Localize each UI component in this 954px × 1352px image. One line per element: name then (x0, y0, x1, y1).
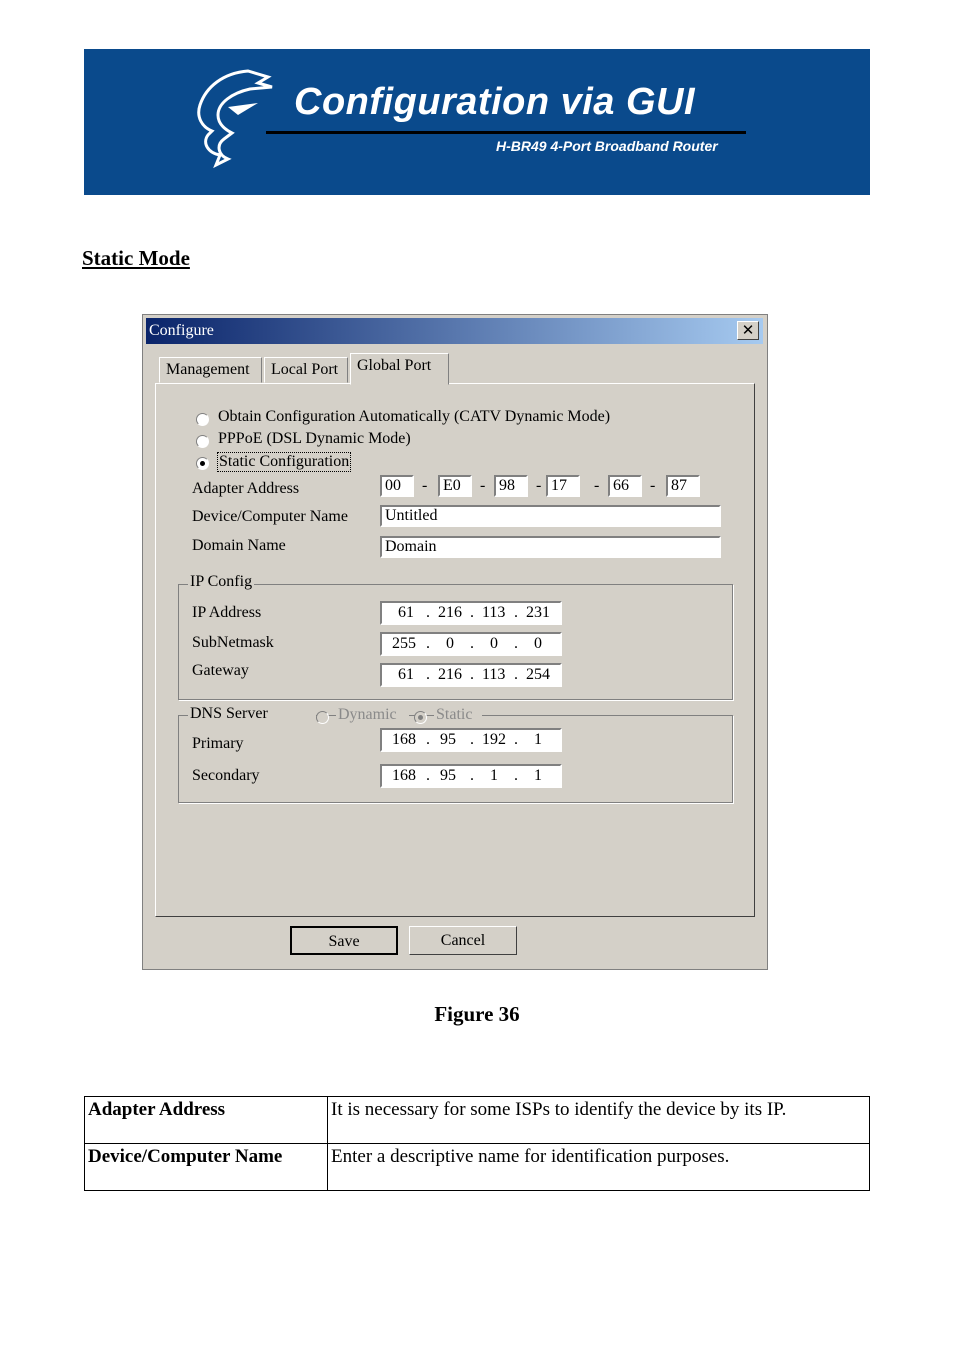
ip-octet: 61 (398, 666, 414, 683)
adapter-separator: - (422, 477, 428, 494)
ip-dot: . (514, 604, 518, 621)
header-banner (84, 49, 870, 195)
cancel-button[interactable]: Cancel (409, 926, 517, 955)
banner-subtitle: H-BR49 4-Port Broadband Router (496, 138, 718, 154)
ip-octet: 255 (392, 635, 416, 652)
dns-primary-input[interactable] (380, 728, 562, 752)
eagle-logo-icon (188, 65, 278, 175)
close-button[interactable] (737, 321, 759, 340)
domain-name-input[interactable]: Domain (380, 536, 721, 558)
adapter-separator: - (650, 477, 656, 494)
banner-rule (266, 131, 746, 134)
ip-dot: . (470, 666, 474, 683)
adapter-octet-1[interactable]: 00 (380, 475, 414, 497)
ip-octet: 231 (526, 604, 550, 621)
ip-config-legend: IP Config (190, 573, 253, 590)
ip-octet: 216 (438, 604, 462, 621)
ip-address-label: IP Address (192, 604, 262, 621)
ip-dot: . (514, 666, 518, 683)
ip-dot: . (426, 604, 430, 621)
ip-dot: . (514, 635, 518, 652)
table-row (85, 1144, 870, 1191)
ip-octet: 1 (534, 731, 542, 748)
radio-catv-dynamic[interactable] (196, 413, 209, 426)
dns-server-legend (188, 705, 316, 723)
ip-dot: . (470, 635, 474, 652)
section-heading: Static Mode (82, 246, 190, 270)
dialog-title: Configure (149, 322, 214, 339)
radio-dns-static[interactable] (414, 711, 427, 724)
ip-octet: 216 (438, 666, 462, 683)
dns-server-legend-text: DNS Server (190, 705, 268, 722)
tab-local-port[interactable]: Local Port (264, 357, 348, 383)
subnet-mask-label: SubNetmask (192, 634, 274, 651)
table-description: It is necessary for some ISPs to identify the device by its IP. (328, 1097, 870, 1144)
ip-octet: 95 (440, 767, 456, 784)
tab-global-port[interactable]: Global Port (350, 353, 449, 385)
adapter-address-label: Adapter Address (192, 480, 300, 497)
adapter-separator: - (536, 477, 542, 494)
radio-dns-static-label: Static (434, 706, 482, 724)
adapter-octet-4[interactable]: 17 (546, 475, 580, 497)
adapter-separator: - (480, 477, 486, 494)
ip-dot: . (470, 767, 474, 784)
save-button[interactable]: Save (290, 926, 398, 955)
ip-octet: 113 (482, 666, 506, 683)
ip-dot: . (470, 604, 474, 621)
ip-octet: 254 (526, 666, 550, 683)
dns-primary-label: Primary (192, 735, 244, 752)
radio-dns-dynamic[interactable] (316, 711, 329, 724)
radio-static-config-label: Static Configuration (219, 453, 350, 470)
ip-address-input[interactable] (380, 601, 562, 625)
ip-octet: 168 (392, 767, 416, 784)
dns-secondary-label: Secondary (192, 767, 260, 784)
adapter-octet-5[interactable]: 66 (608, 475, 642, 497)
adapter-separator: - (594, 477, 600, 494)
ip-octet: 1 (534, 767, 542, 784)
ip-octet: 0 (534, 635, 542, 652)
ip-octet: 95 (440, 731, 456, 748)
description-table (84, 1096, 870, 1191)
ip-octet: 192 (482, 731, 506, 748)
ip-octet: 113 (482, 604, 506, 621)
close-icon: ✕ (741, 321, 755, 339)
radio-pppoe[interactable] (196, 435, 209, 448)
radio-catv-dynamic-label: Obtain Configuration Automatically (CATV Dynamic Mode) (218, 408, 611, 425)
device-name-input[interactable]: Untitled (380, 505, 721, 527)
ip-dot: . (426, 666, 430, 683)
figure-caption: Figure 36 (434, 1002, 520, 1026)
ip-dot: . (426, 731, 430, 748)
table-term: Device/Computer Name (85, 1144, 328, 1191)
device-name-label: Device/Computer Name (192, 508, 348, 525)
ip-dot: . (426, 767, 430, 784)
subnet-mask-input[interactable] (380, 632, 562, 656)
ip-octet: 1 (490, 767, 498, 784)
radio-dns-dynamic-label: Dynamic (336, 706, 409, 724)
ip-dot: . (470, 731, 474, 748)
configure-dialog (142, 314, 768, 970)
tab-management[interactable]: Management (159, 357, 262, 383)
table-row (85, 1097, 870, 1144)
table-description: Enter a descriptive name for identification purposes. (328, 1144, 870, 1191)
radio-pppoe-label: PPPoE (DSL Dynamic Mode) (218, 430, 411, 447)
banner-title: Configuration via GUI (294, 81, 696, 123)
gateway-label: Gateway (192, 662, 249, 679)
dns-secondary-input[interactable] (380, 764, 562, 788)
adapter-octet-6[interactable]: 87 (666, 475, 700, 497)
table-term: Adapter Address (85, 1097, 328, 1144)
dialog-titlebar[interactable] (146, 318, 763, 344)
gateway-input[interactable] (380, 663, 562, 687)
ip-dot: . (514, 767, 518, 784)
adapter-octet-3[interactable]: 98 (494, 475, 528, 497)
global-port-panel (155, 383, 755, 917)
ip-octet: 0 (446, 635, 454, 652)
ip-octet: 168 (392, 731, 416, 748)
ip-octet: 61 (398, 604, 414, 621)
ip-octet: 0 (490, 635, 498, 652)
radio-static-config[interactable] (196, 457, 209, 470)
ip-dot: . (426, 635, 430, 652)
domain-name-label: Domain Name (192, 537, 286, 554)
adapter-octet-2[interactable]: E0 (438, 475, 472, 497)
ip-dot: . (514, 731, 518, 748)
